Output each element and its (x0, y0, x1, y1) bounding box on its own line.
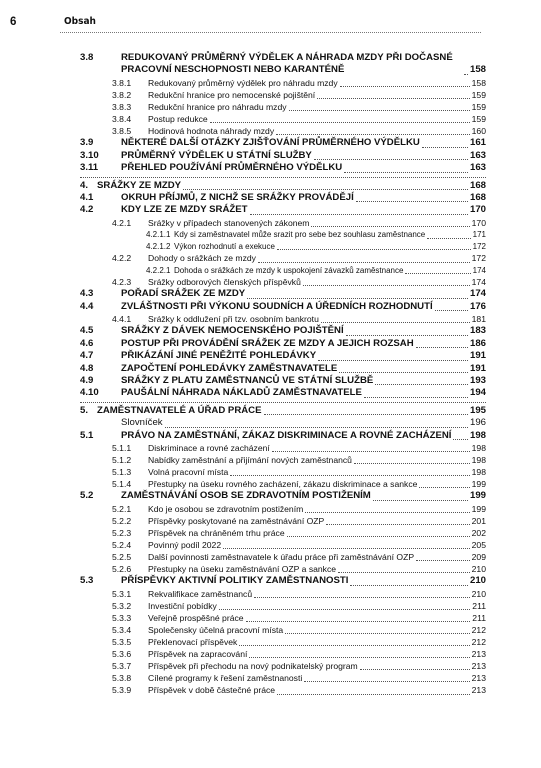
toc-leader-dots (346, 335, 468, 336)
toc-leader-dots (239, 645, 469, 646)
toc-entry-number: 4.9 (80, 374, 94, 386)
toc-entry-title: PAUŠÁLNÍ NÁHRADA NÁKLADŮ ZAMĚSTNAVATELE (121, 387, 362, 399)
toc-entry-title: Diskriminace a rovné zacházení (148, 442, 270, 453)
toc-entry[interactable] (80, 515, 486, 527)
toc-entry-number: 4.2.1.1 (146, 229, 171, 239)
toc-leader-dots (277, 694, 470, 695)
toc-entry-number: 5.3.5 (112, 637, 132, 648)
toc-entry-title: ZVLÁŠTNOSTI PŘI VÝKONU SOUDNÍCH A ÚŘEDNÍCH ROZHODNUTÍ (121, 300, 433, 312)
toc-entry-page: 158 (469, 64, 486, 76)
toc-entry[interactable] (80, 387, 486, 399)
toc-entry-number: 4.2.2.1 (146, 265, 171, 275)
toc-entry-number: 5.3.6 (112, 649, 132, 660)
toc-leader-dots (326, 524, 469, 525)
toc-leader-dots (165, 427, 468, 428)
toc-entry[interactable] (80, 684, 486, 696)
toc-leader-dots (305, 512, 469, 513)
toc-entry-title: Redukovaný průměrný výdělek pro náhradu mzdy (148, 77, 338, 88)
toc-entry[interactable] (80, 490, 486, 502)
toc-entry[interactable] (80, 325, 486, 337)
toc-leader-dots (287, 536, 470, 537)
toc-entry-number: 5.2.3 (112, 527, 132, 538)
toc-entry-page: 199 (471, 479, 486, 490)
toc-entry-page: 213 (471, 649, 486, 660)
toc-entry-title: Srážky k oddlužení při tzv. osobním bankrotu (148, 314, 319, 325)
toc-leader-dots (289, 110, 470, 111)
toc-entry-page: 172 (471, 253, 486, 264)
toc-entry-number: 4.2.2 (112, 253, 132, 264)
toc-entry-title: Postup redukce (148, 114, 208, 125)
toc-entry[interactable] (80, 241, 486, 253)
toc-entry-page: 168 (469, 191, 486, 203)
toc-entry[interactable] (80, 551, 486, 563)
toc-entry-title: Dohoda o srážkách ze mzdy k uspokojení závazků zaměstnance (174, 265, 404, 275)
toc-entry-number: 5.1.3 (112, 467, 132, 478)
toc-entry-title: POSTUP PŘI PROVÁDĚNÍ SRÁŽEK ZE MZDY A JEJICH ROZSAH (121, 337, 414, 349)
toc-entry-title: Redukční hranice pro nemocenské pojištění (148, 89, 316, 100)
toc-entry-title: SRÁŽKY Z DÁVEK NEMOCENSKÉHO POJIŠTĚNÍ (121, 325, 344, 337)
toc-entry[interactable] (80, 660, 486, 672)
page-number: 6 (10, 16, 17, 28)
toc-entry-number: 5.3.2 (112, 600, 132, 611)
toc-entry-title: SRÁŽKY ZE MZDY (97, 179, 182, 191)
toc-entry-title: PRŮMĚRNÝ VÝDĚLEK U STÁTNÍ SLUŽBY (121, 149, 312, 161)
toc-entry[interactable] (80, 113, 486, 125)
toc-entry-page: 195 (469, 404, 486, 416)
toc-entry-page: 159 (471, 89, 486, 100)
toc-leader-dots (356, 201, 468, 202)
toc-entry-title: ZAPOČTENÍ POHLEDÁVKY ZAMĚSTNAVATELE (121, 362, 338, 374)
toc-leader-dots (276, 134, 470, 135)
toc-entry-page: 159 (471, 102, 486, 112)
toc-leader-dots (422, 147, 468, 148)
toc-entry-page: 191 (469, 362, 486, 374)
toc-leader-dots (311, 226, 469, 227)
toc-entry-number: 5.1.1 (112, 442, 132, 453)
toc-entry-page: 170 (469, 204, 486, 216)
toc-entry-title: Veřejně prospěšné práce (148, 612, 244, 623)
toc-entry-title: PŘIKÁZÁNÍ JINÉ PENĚŽITÉ POHLEDÁVKY (121, 350, 317, 362)
toc-entry-title: Hodinová hodnota náhrady mzdy (148, 126, 275, 137)
toc-entry-title: PŘEHLED POUŽÍVÁNÍ PRŮMĚRNÉHO VÝDĚLKU (121, 162, 343, 174)
toc-entry-title: NĚKTERÉ DALŠÍ OTÁZKY ZJIŠŤOVÁNÍ PRŮMĚRNÉHO VÝDĚLKU (121, 137, 420, 149)
toc-leader-dots (354, 463, 470, 464)
toc-entry[interactable] (80, 137, 486, 149)
toc-leader-dots (364, 397, 468, 398)
toc-entry-number: 5.3.4 (112, 624, 132, 635)
toc-entry-page: 163 (469, 149, 486, 161)
table-of-contents (80, 52, 486, 697)
toc-leader-dots (183, 189, 468, 190)
toc-entry-page: 211 (472, 612, 486, 623)
toc-entry[interactable] (80, 276, 486, 288)
toc-entry-title: Kdy si zaměstnavatel může srazit pro sebe bez souhlasu zaměstnance (174, 229, 426, 239)
toc-entry-page: 176 (469, 300, 486, 312)
toc-leader-dots (318, 360, 468, 361)
toc-entry-number: 5.1.4 (112, 479, 132, 490)
toc-entry-number: 5.3.9 (112, 685, 132, 696)
toc-entry-number: 5.2 (80, 490, 94, 502)
toc-leader-dots (419, 487, 469, 488)
toc-entry[interactable] (80, 77, 486, 89)
toc-leader-dots (350, 585, 468, 586)
toc-entry-number: 5.3.3 (112, 612, 132, 623)
toc-leader-dots (254, 597, 470, 598)
toc-entry-title: SRÁŽKY Z PLATU ZAMĚSTNANCŮ VE STÁTNÍ SLUŽBĚ (121, 374, 374, 386)
toc-entry[interactable] (80, 539, 486, 551)
toc-separator (80, 402, 486, 403)
toc-entry-number: 3.10 (80, 149, 99, 161)
toc-entry-title: Volná pracovní místa (148, 467, 229, 478)
toc-entry-number: 5.3.7 (112, 661, 132, 672)
toc-entry[interactable] (80, 217, 486, 229)
toc-leader-dots (375, 384, 468, 385)
toc-entry-page: 198 (471, 467, 486, 478)
toc-entry[interactable] (80, 89, 486, 101)
toc-entry-number: 3.8.3 (112, 102, 132, 112)
toc-entry-title: Příspěvek v době částečné práce (148, 685, 276, 696)
toc-entry-number: 3.8.2 (112, 89, 132, 100)
toc-entry[interactable] (80, 52, 486, 77)
toc-entry-number: 5.1.2 (112, 455, 132, 466)
toc-entry[interactable] (80, 417, 486, 429)
toc-entry[interactable] (80, 265, 486, 277)
header-rule (60, 32, 481, 33)
toc-entry-title: REDUKOVANÝ PRŮMĚRNÝ VÝDĚLEK A NÁHRADA MZDY PŘI DOČASNÉ PRACOVNÍ NESCHOPNOSTI NEBO KARANTÉNĚ (121, 52, 453, 76)
toc-leader-dots (416, 347, 468, 348)
toc-entry-number: 4.1 (80, 191, 94, 203)
toc-entry-number: 5.2.6 (112, 564, 132, 575)
toc-entry-number: 4.7 (80, 350, 94, 362)
toc-leader-dots (272, 451, 470, 452)
toc-entry[interactable] (80, 180, 486, 192)
toc-entry-number: 5.2.5 (112, 552, 132, 563)
toc-leader-dots (373, 500, 468, 501)
toc-entry[interactable] (80, 527, 486, 539)
toc-entry-page: 210 (471, 588, 486, 599)
toc-entry-page: 198 (471, 455, 486, 466)
toc-entry-title: ZAMĚSTNAVATELÉ A ÚŘAD PRÁCE (97, 404, 262, 416)
toc-entry-title: Cílené programy k řešení zaměstnanosti (148, 673, 303, 684)
toc-entry-page: 159 (471, 114, 486, 125)
toc-entry-number: 5.3.8 (112, 673, 132, 684)
toc-leader-dots (247, 298, 468, 299)
toc-entry-title: OKRUH PŘÍJMŮ, Z NICHŽ SE SRÁŽKY PROVÁDĚJÍ (121, 191, 354, 203)
toc-entry[interactable] (80, 575, 486, 587)
toc-entry-number: 3.11 (80, 162, 99, 174)
toc-entry-number: 5.2.2 (112, 515, 132, 526)
toc-entry-number: 4.4.1 (112, 314, 132, 325)
toc-leader-dots (264, 414, 468, 415)
toc-leader-dots (250, 214, 468, 215)
toc-entry-page: 158 (471, 77, 486, 88)
toc-entry-number: 3.8.4 (112, 114, 132, 125)
toc-entry-title: Překlenovací příspěvek (148, 637, 238, 648)
toc-entry-page: 170 (471, 217, 486, 228)
toc-entry-title: Příspěvek při přechodu na nový podnikatelský program (148, 661, 358, 672)
toc-leader-dots (435, 310, 468, 311)
toc-entry[interactable] (80, 430, 486, 442)
toc-entry-number: 5. (80, 404, 89, 416)
toc-entry-page: 210 (471, 564, 486, 575)
toc-entry-page: 181 (471, 314, 486, 325)
toc-entry-page: 172 (472, 241, 486, 251)
toc-entry[interactable] (80, 288, 486, 300)
toc-entry-page: 183 (469, 325, 486, 337)
toc-leader-dots (277, 249, 471, 250)
toc-entry-number: 3.8.5 (112, 126, 132, 137)
toc-entry-title: ZAMĚSTNÁVÁNÍ OSOB SE ZDRAVOTNÍM POSTIŽENÍM (121, 490, 371, 502)
toc-entry-page: 211 (472, 600, 486, 611)
toc-entry-number: 4.4 (80, 300, 94, 312)
toc-entry[interactable] (80, 252, 486, 264)
toc-entry-title: Rekvalifikace zaměstnanců (148, 588, 253, 599)
toc-entry-title: Investiční pobídky (148, 600, 217, 611)
toc-entry-page: 193 (469, 374, 486, 386)
toc-entry-title: Dohody o srážkách ze mzdy (148, 253, 256, 264)
toc-leader-dots (339, 372, 468, 373)
toc-entry-page: 163 (469, 162, 486, 174)
toc-entry[interactable] (80, 442, 486, 454)
toc-entry-number: 4. (80, 179, 89, 191)
toc-entry[interactable] (80, 405, 486, 417)
toc-separator (80, 177, 486, 178)
toc-entry[interactable] (80, 672, 486, 684)
running-head: Obsah (64, 16, 96, 27)
toc-entry-page: 201 (471, 515, 486, 526)
toc-entry-page: 205 (471, 540, 486, 551)
toc-entry-page: 171 (472, 229, 486, 239)
toc-entry-page: 198 (469, 429, 486, 441)
toc-leader-dots (246, 621, 471, 622)
toc-entry-page: 213 (471, 673, 486, 684)
toc-entry-number: 5.1 (80, 429, 94, 441)
toc-entry-page: 213 (471, 685, 486, 696)
toc-leader-dots (314, 159, 468, 160)
toc-leader-dots (230, 475, 469, 476)
toc-entry-page: 191 (469, 350, 486, 362)
toc-entry-page: 160 (471, 126, 486, 137)
toc-leader-dots (249, 657, 469, 658)
toc-entry[interactable] (80, 600, 486, 612)
toc-entry-page: 199 (471, 503, 486, 514)
toc-leader-dots (338, 572, 470, 573)
toc-entry-number: 4.2 (80, 204, 94, 216)
toc-entry[interactable] (80, 363, 486, 375)
toc-entry[interactable] (80, 503, 486, 515)
toc-entry-title: KDY LZE ZE MZDY SRÁŽET (121, 204, 248, 216)
toc-entry-page: 212 (471, 637, 486, 648)
toc-entry-title: Další povinnosti zaměstnavatele k úřadu práce při zaměstnávání OZP (148, 552, 415, 563)
toc-entry-page: 174 (471, 277, 486, 288)
toc-entry-page: 168 (469, 179, 486, 191)
toc-entry[interactable] (80, 101, 486, 113)
toc-entry-title: Přestupky na úseku rovného zacházení, zákazu diskriminace a sankce (148, 479, 418, 490)
toc-entry[interactable] (80, 125, 486, 137)
toc-entry-page: 202 (471, 527, 486, 538)
toc-entry-title: Slovníček (121, 417, 163, 429)
toc-entry-page: 199 (469, 490, 486, 502)
toc-leader-dots (416, 560, 470, 561)
toc-entry[interactable] (80, 192, 486, 204)
toc-entry-number: 5.2.1 (112, 503, 132, 514)
toc-entry-page: 213 (471, 661, 486, 672)
toc-entry-title: Příspěvek na chráněném trhu práce (148, 527, 285, 538)
toc-entry[interactable] (80, 648, 486, 660)
toc-entry-title: Nabídky zaměstnání a přijímání nových zaměstnanců (148, 455, 352, 466)
toc-entry-page: 174 (469, 288, 486, 300)
toc-entry-title: Výkon rozhodnutí a exekuce (174, 241, 275, 251)
toc-entry-page: 161 (469, 137, 486, 149)
toc-entry-number: 4.2.1.2 (146, 241, 171, 251)
toc-leader-dots (360, 669, 470, 670)
toc-leader-dots (317, 98, 469, 99)
toc-leader-dots (405, 273, 470, 274)
toc-leader-dots (427, 238, 470, 239)
toc-entry-number: 4.8 (80, 362, 94, 374)
toc-leader-dots (344, 172, 468, 173)
toc-entry-title: Redukční hranice pro náhradu mzdy (148, 102, 287, 112)
toc-entry-number: 3.8.1 (112, 77, 132, 88)
toc-entry-title: Společensky účelná pracovní místa (148, 624, 284, 635)
toc-entry[interactable] (80, 204, 486, 216)
toc-entry-title: Přestupky na úseku zaměstnávání OZP a sankce (148, 564, 337, 575)
toc-entry-title: Srážky odborových členských příspěvků (148, 277, 301, 288)
toc-entry-title: Kdo je osobou se zdravotním postižením (148, 503, 304, 514)
toc-leader-dots (210, 122, 470, 123)
toc-entry-number: 3.9 (80, 137, 94, 149)
toc-entry[interactable] (80, 588, 486, 600)
toc-entry[interactable] (80, 338, 486, 350)
toc-entry-title: Příspěvky poskytované na zaměstnávání OZP (148, 515, 325, 526)
toc-entry[interactable] (80, 624, 486, 636)
toc-entry[interactable] (80, 162, 486, 174)
toc-entry-page: 194 (469, 387, 486, 399)
toc-leader-dots (285, 633, 469, 634)
toc-entry-title: PŘÍSPĚVKY AKTIVNÍ POLITIKY ZAMĚSTNANOSTI (121, 575, 349, 587)
toc-leader-dots (453, 439, 468, 440)
toc-entry-number: 4.3 (80, 288, 94, 300)
page-header (0, 16, 541, 32)
toc-entry-number: 5.3.1 (112, 588, 132, 599)
toc-entry[interactable] (80, 612, 486, 624)
toc-entry-page: 174 (472, 265, 486, 275)
toc-entry-title: POŘADÍ SRÁŽEK ZE MZDY (121, 288, 246, 300)
toc-entry[interactable] (80, 563, 486, 575)
toc-leader-dots (304, 681, 469, 682)
toc-entry-page: 196 (469, 417, 486, 429)
toc-entry-number: 3.8 (80, 52, 94, 63)
toc-leader-dots (340, 86, 470, 87)
toc-entry-title: PRÁVO NA ZAMĚSTNÁNÍ, ZÁKAZ DISKRIMINACE A ROVNÉ ZACHÁZENÍ (121, 429, 452, 441)
toc-entry[interactable] (80, 466, 486, 478)
toc-entry[interactable] (80, 150, 486, 162)
toc-entry-number: 4.6 (80, 337, 94, 349)
toc-entry-number: 4.2.1 (112, 217, 132, 228)
toc-entry-title: Srážky v případech stanovených zákonem (148, 217, 310, 228)
toc-entry-page: 186 (469, 337, 486, 349)
toc-entry[interactable] (80, 454, 486, 466)
toc-entry[interactable] (80, 636, 486, 648)
toc-entry-page: 212 (471, 624, 486, 635)
toc-leader-dots (258, 262, 470, 263)
toc-entry[interactable] (80, 229, 486, 241)
toc-leader-dots (223, 548, 470, 549)
toc-leader-dots (464, 74, 468, 75)
toc-entry-number: 4.5 (80, 325, 94, 337)
toc-entry-number: 5.2.4 (112, 540, 132, 551)
toc-entry-page: 198 (471, 442, 486, 453)
toc-entry-number: 4.2.3 (112, 277, 132, 288)
toc-entry[interactable] (80, 478, 486, 490)
toc-entry[interactable] (80, 375, 486, 387)
toc-entry-page: 210 (469, 575, 486, 587)
toc-entry-title: Povinný podíl 2022 (148, 540, 222, 551)
toc-entry-title: Příspěvek na zapracování (148, 649, 248, 660)
toc-entry-number: 4.10 (80, 387, 99, 399)
toc-leader-dots (303, 285, 470, 286)
toc-entry-page: 209 (471, 552, 486, 563)
toc-entry-number: 5.3 (80, 575, 94, 587)
toc-entry[interactable] (80, 301, 486, 313)
toc-entry[interactable] (80, 313, 486, 325)
toc-leader-dots (321, 322, 470, 323)
toc-leader-dots (219, 609, 471, 610)
toc-entry[interactable] (80, 350, 486, 362)
